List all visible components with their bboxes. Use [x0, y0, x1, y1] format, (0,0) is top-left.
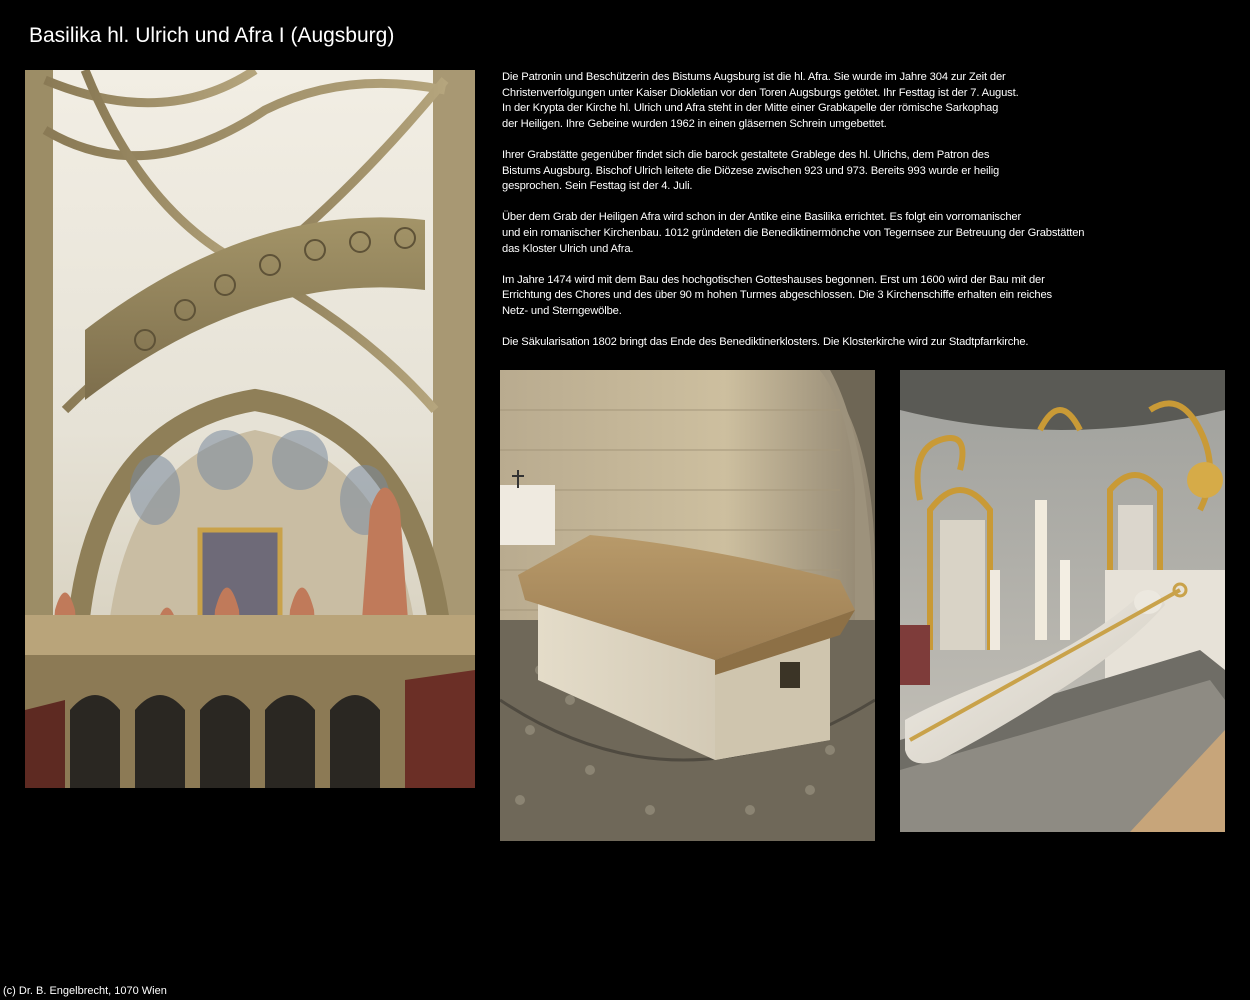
- text-line: und ein romanischer Kirchenbau. 1012 gründeten die Benediktinermönche von Tegernsee zur Betreuung der Grabstätten: [502, 226, 1085, 239]
- text-line: das Kloster Ulrich und Afra.: [502, 242, 634, 255]
- gothic-vault-and-gallery-photo: [25, 70, 475, 788]
- paragraph-ulrich: [502, 148, 1202, 195]
- text-line: Die Säkularisation 1802 bringt das Ende des Benediktinerklosters. Die Klosterkirche wird zur Stadtpfarrkirche.: [502, 336, 1029, 349]
- description-text: [502, 70, 1202, 366]
- text-line: der Heiligen. Ihre Gebeine wurden 1962 in einen gläsernen Schrein umgebettet.: [502, 117, 887, 130]
- paragraph-saekularisation: [502, 335, 1202, 351]
- page-title: Basilika hl. Ulrich und Afra I (Augsburg): [29, 24, 395, 47]
- text-line: Netz- und Sterngewölbe.: [502, 304, 622, 317]
- text-line: In der Krypta der Kirche hl. Ulrich und Afra steht in der Mitte einer Grabkapelle der römische Sarkophag: [502, 102, 999, 115]
- text-line: Ihrer Grabstätte gegenüber findet sich die barock gestaltete Grablege des hl. Ulrichs, dem Patron des: [502, 148, 990, 161]
- paragraph-basilika: [502, 210, 1202, 257]
- copyright-footer: (c) Dr. B. Engelbrecht, 1070 Wien: [3, 985, 167, 997]
- paragraph-bau: [502, 273, 1202, 320]
- baroque-tomb-effigy-photo: [900, 370, 1225, 832]
- text-line: Die Patronin und Beschützerin des Bistums Augsburg ist die hl. Afra. Sie wurde im Jahre 304 zur Zeit der: [502, 71, 1006, 83]
- stone-sarcophagus-photo: [500, 370, 875, 841]
- text-line: Im Jahre 1474 wird mit dem Bau des hochgotischen Gotteshauses begonnen. Erst um 1600 wird der Bau mit der: [502, 273, 1045, 286]
- text-line: Christenverfolgungen unter Kaiser Diokletian vor den Toren Augsburgs getötet. Ihr Festtag ist der 7. August.: [502, 86, 1019, 99]
- text-line: Über dem Grab der Heiligen Afra wird schon in der Antike eine Basilika errichtet. Es folgt ein vorromanischer: [502, 211, 1022, 224]
- paragraph-afra: [502, 70, 1202, 132]
- text-line: gesprochen. Sein Festtag ist der 4. Juli.: [502, 180, 693, 193]
- text-line: Errichtung des Chores und des über 90 m hohen Turmes abgeschlossen. Die 3 Kirchenschiffe erhalten ein reiches: [502, 289, 1052, 302]
- text-line: Bistums Augsburg. Bischof Ulrich leitete die Diözese zwischen 923 und 973. Bereits 993 wurde er heilig: [502, 164, 1000, 177]
